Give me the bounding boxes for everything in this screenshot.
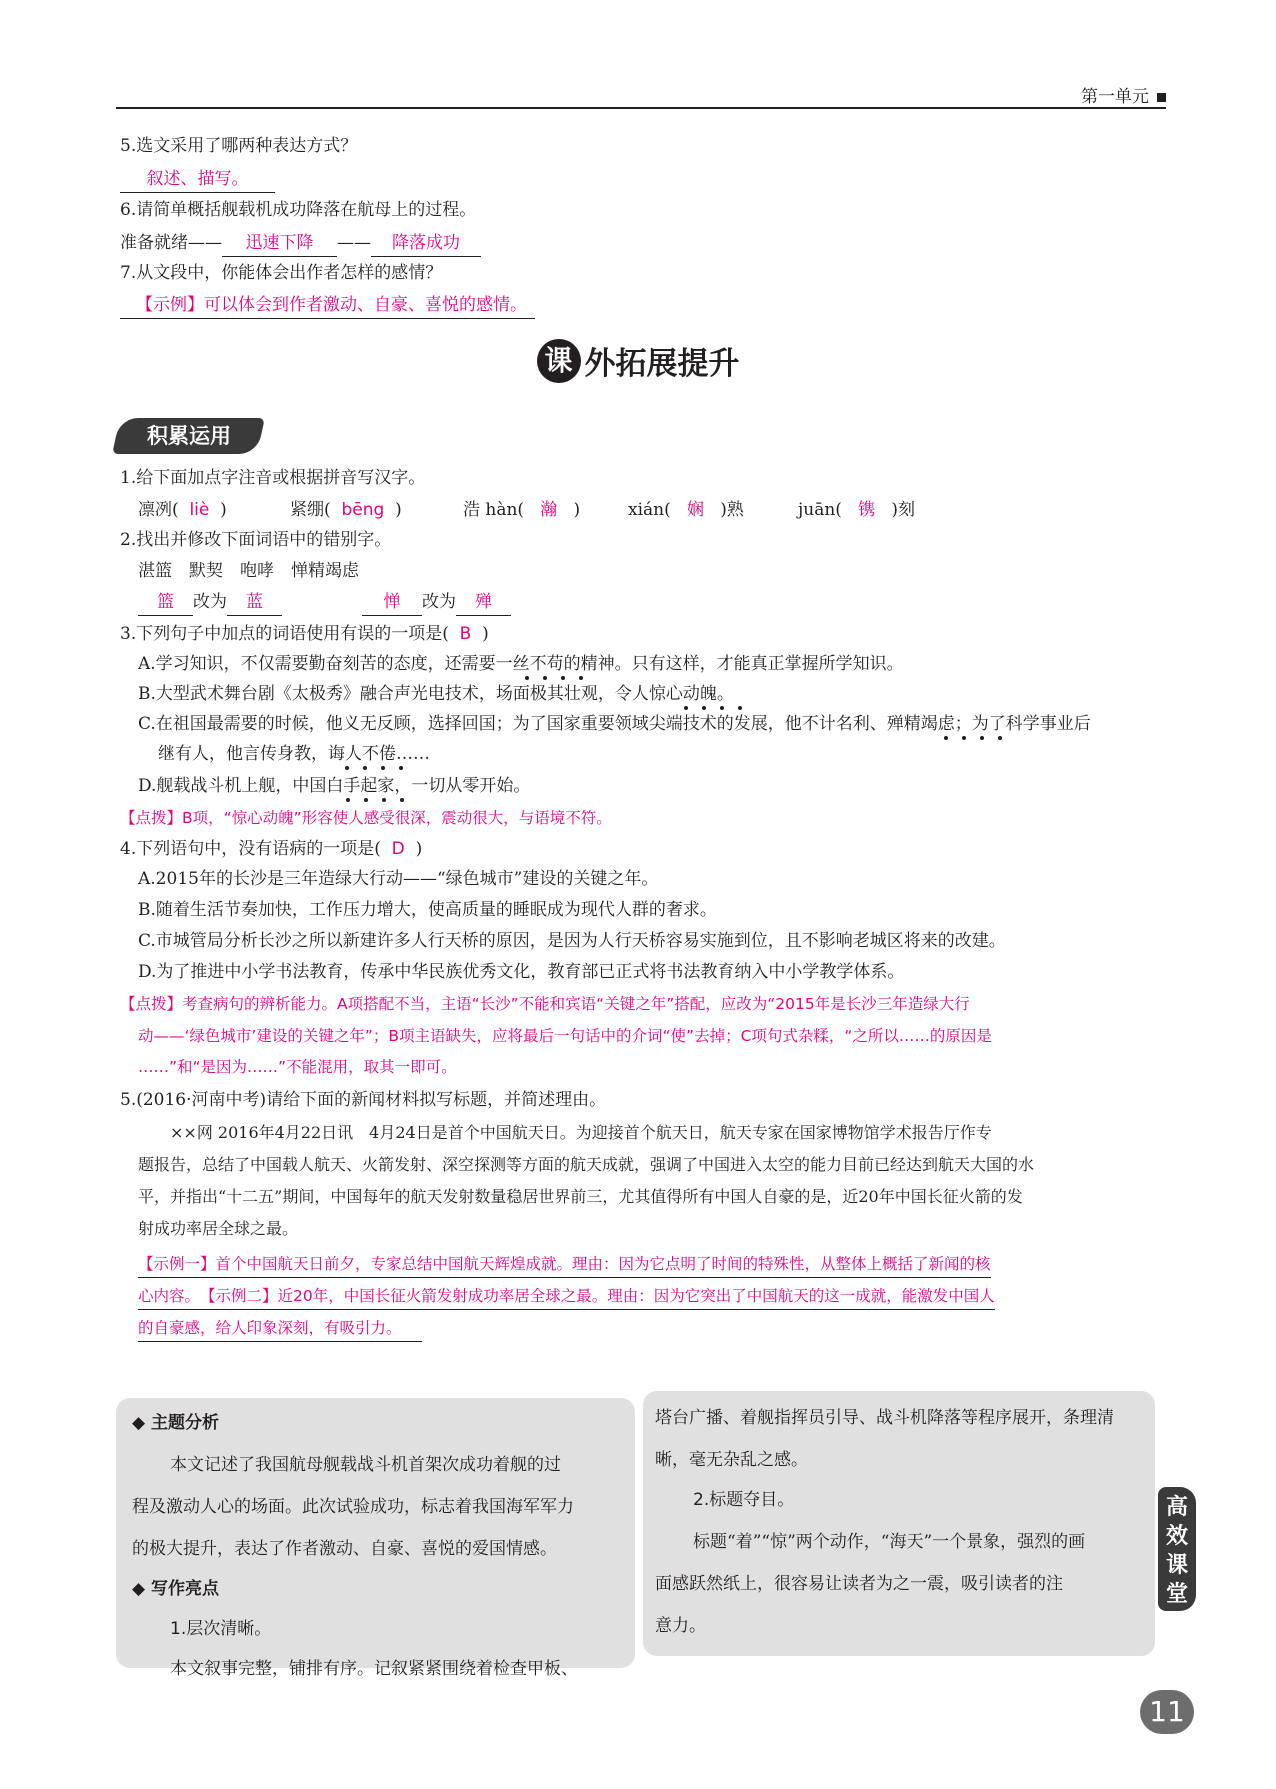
answer-6-line bbox=[120, 230, 481, 257]
section-title-text: 外拓展提升 bbox=[584, 346, 740, 382]
exercise-1: 1.给下面加点字注音或根据拼音写汉字。 bbox=[120, 468, 426, 488]
exercise-4-option-c: C.市城管局分析长沙之所以新建许多人行天桥的原因，是因为人行天桥容易实施到位，且不影响老城区将来的改建。 bbox=[138, 931, 1006, 951]
exercise-4-answer: D bbox=[391, 839, 405, 859]
exercise-2: 2.找出并修改下面词语中的错别字。 bbox=[120, 530, 392, 550]
side-tab-char-2: 效 bbox=[1165, 1524, 1188, 1549]
item-4-post: )熟 bbox=[720, 500, 744, 520]
item-1-answer: liè bbox=[189, 500, 210, 520]
exercise-3-option-c2: 继有人，他言传身教，诲人不倦…… bbox=[158, 744, 430, 764]
item-5-post: )刻 bbox=[891, 500, 916, 520]
answer-6-step1: 迅速下降 bbox=[222, 230, 337, 257]
answer-6-prefix: 准备就绪—— bbox=[120, 233, 222, 253]
exercise-3-option-b: B.大型武术舞台剧《太极秀》融合声光电技术，场面极其壮观，令人惊心动魄。 bbox=[138, 684, 734, 704]
exercise-1-item-2 bbox=[290, 497, 402, 523]
item-2-answer: bēng bbox=[341, 500, 385, 520]
exercise-4 bbox=[120, 836, 422, 862]
exercise-2-fix-1 bbox=[138, 589, 282, 616]
exercise-1-item-3 bbox=[463, 497, 580, 523]
highlight-1-text: 本文叙事完整，铺排有序。记叙紧紧围绕着检查甲板、 bbox=[170, 1659, 578, 1679]
fix-1-right: 蓝 bbox=[227, 589, 282, 616]
answer-6-step2: 降落成功 bbox=[371, 230, 481, 257]
exercise-3-option-d: D.舰载战斗机上舰，中国白手起家，一切从零开始。 bbox=[138, 776, 531, 796]
exercise-1-item-5 bbox=[798, 497, 915, 523]
theme-line-2: 程及激动人心的场面。此次试验成功，标志着我国海军军力 bbox=[132, 1497, 574, 1517]
item-2-pre: 紧绷( bbox=[290, 500, 331, 520]
exercise-4-option-b: B.随着生活节奏加快，工作压力增大，使高质量的睡眠成为现代人群的奢求。 bbox=[138, 900, 717, 920]
exercise-4-text: 4.下列语句中，没有语病的一项是( bbox=[120, 839, 381, 859]
exercise-3-option-c1: C.在祖国最需要的时候，他义无反顾，选择回国；为了国家重要领域尖端技术的发展，他不计名利、殚精竭虑；为了科学事业后 bbox=[138, 714, 1091, 734]
item-1-post: ) bbox=[220, 500, 227, 520]
side-tab-char-4: 堂 bbox=[1165, 1582, 1188, 1607]
exercise-3-option-a: A.学习知识，不仅需要勤奋刻苦的态度，还需要一丝不苟的精神。只有这样，才能真正掌握所学知识。 bbox=[138, 654, 904, 674]
exercise-4-option-a: A.2015年的长沙是三年造绿大行动——“绿色城市”建设的关键之年。 bbox=[138, 869, 659, 889]
side-tab-char-1: 高 bbox=[1165, 1495, 1188, 1520]
writing-highlights-heading: ◆ 写作亮点 bbox=[132, 1579, 219, 1599]
page-number: 11 bbox=[1140, 1690, 1194, 1734]
exercise-1-item-4 bbox=[628, 497, 744, 523]
news-line-2: 题报告，总结了中国载人航天、火箭发射、深空探测等方面的航天成就，强调了中国进入太空的能力目前已经达到航天大国的水 bbox=[138, 1155, 1035, 1174]
unit-label bbox=[1081, 82, 1166, 107]
theme-analysis-heading: ◆ 主题分析 bbox=[132, 1413, 219, 1433]
exercise-3 bbox=[120, 621, 489, 647]
side-tab-char-3: 课 bbox=[1165, 1553, 1188, 1578]
news-line-4: 射成功率居全球之最。 bbox=[138, 1219, 299, 1238]
highlight-1-cont-2: 晰，毫无杂乱之感。 bbox=[655, 1450, 808, 1470]
item-3-pre: 浩 hàn( bbox=[463, 500, 525, 520]
analysis-box-right bbox=[643, 1391, 1155, 1656]
exercise-3-close: ) bbox=[482, 624, 489, 644]
fix-2-wrong: 惮 bbox=[362, 589, 422, 616]
item-1-pre: 凛冽( bbox=[138, 500, 179, 520]
exercise-4-tip-2: 动——‘绿色城市’建设的关键之年”；B项主语缺失，应将最后一句话中的介词“使”去掉；C项句式杂糅，“之所以……的原因是 bbox=[138, 1027, 992, 1045]
answer-7-line bbox=[120, 292, 535, 319]
answer-7: 【示例】可以体会到作者激动、自豪、喜悦的感情。 bbox=[120, 292, 535, 319]
item-5-answer: 镌 bbox=[858, 500, 876, 520]
side-tab bbox=[1158, 1487, 1196, 1611]
theme-line-3: 的极大提升，表达了作者激动、自豪、喜悦的爱国情感。 bbox=[132, 1539, 557, 1559]
exercise-3-tip: 【点拨】B项，“惊心动魄”形容使人感受很深，震动很大，与语境不符。 bbox=[120, 809, 612, 827]
question-7: 7.从文段中，你能体会出作者怎样的感情？ bbox=[120, 263, 443, 283]
exercise-4-tip-1: 【点拨】考查病句的辨析能力。A项搭配不当，主语“长沙”不能和宾语“关键之年”搭配，应改为“2015年是长沙三年造绿大行 bbox=[120, 995, 970, 1013]
question-6: 6.请简单概括舰载机成功降落在航母上的过程。 bbox=[120, 200, 477, 220]
exercise-2-fix-2 bbox=[362, 589, 511, 616]
exercise-4-tip-3: ……”和“是因为……”不能混用，取其一即可。 bbox=[138, 1058, 457, 1076]
analysis-box-left bbox=[116, 1398, 635, 1679]
exercise-2-words: 湛篮 默契 咆哮 惮精竭虑 bbox=[138, 561, 359, 581]
exercise-4-option-d: D.为了推进中小学书法教育，传承中华民族优秀文化，教育部已正式将书法教育纳入中小学教学体系。 bbox=[138, 962, 905, 982]
section-title bbox=[0, 338, 1276, 383]
exercise-3-answer: B bbox=[459, 624, 472, 644]
item-3-post: ) bbox=[573, 500, 581, 520]
exercise-5: 5.(2016·河南中考)请给下面的新闻材料拟写标题，并简述理由。 bbox=[120, 1090, 607, 1110]
highlight-2-title: 2.标题夺目。 bbox=[693, 1490, 795, 1510]
unit-label-text: 第一单元 bbox=[1081, 87, 1149, 107]
question-5: 5.选文采用了哪两种表达方式？ bbox=[120, 136, 358, 156]
exercise-5-answer-3: 的自豪感，给人印象深刻，有吸引力。 bbox=[138, 1315, 422, 1342]
exercise-1-item-1 bbox=[138, 497, 227, 523]
fix-2-right: 殚 bbox=[456, 589, 511, 616]
highlight-1-title: 1.层次清晰。 bbox=[170, 1619, 272, 1639]
highlight-2-line-3: 意力。 bbox=[655, 1616, 706, 1636]
exercise-4-close: ) bbox=[415, 839, 423, 859]
answer-6-dash: —— bbox=[337, 233, 371, 253]
exercise-5-answer-2: 心内容。 【示例二】近20年，中国长征火箭发射成功率居全球之最。理由：因为它突出了中国航天的这一成就，能激发中国人 bbox=[138, 1283, 995, 1310]
highlight-1-cont-1: 塔台广播、着舰指挥员引导、战斗机降落等程序展开，条理清 bbox=[655, 1408, 1114, 1428]
news-line-1: ××网 2016年4月22日讯 4月24日是首个中国航天日。为迎接首个航天日，航天专家在国家博物馆学术报告厅作专 bbox=[170, 1123, 992, 1142]
news-line-3: 平，并指出“十二五”期间，中国每年的航天发射数量稳居世界前三，尤其值得所有中国人自豪的是，近20年中国长征火箭的发 bbox=[138, 1187, 1023, 1206]
square-icon bbox=[1157, 93, 1166, 102]
item-4-answer: 娴 bbox=[686, 500, 704, 520]
highlight-2-line-1: 标题“着”“惊”两个动作，“海天”一个景象，强烈的画 bbox=[693, 1532, 1086, 1552]
section-tag-label: 积累运用 bbox=[146, 424, 231, 448]
fix-2-mid: 改为 bbox=[422, 592, 456, 612]
exercise-5-answer-1: 【示例一】首个中国航天日前夕，专家总结中国航天辉煌成就。理由：因为它点明了时间的特殊性，从整体上概括了新闻的核 bbox=[138, 1251, 991, 1278]
fix-1-wrong: 篮 bbox=[138, 589, 193, 616]
theme-line-1: 本文记述了我国航母舰载战斗机首架次成功着舰的过 bbox=[170, 1455, 561, 1475]
item-4-pre: xián( bbox=[628, 500, 671, 520]
item-3-answer: 瀚 bbox=[540, 500, 558, 520]
section-tag bbox=[112, 418, 265, 454]
highlight-2-line-2: 面感跃然纸上，很容易让读者为之一震，吸引读者的注 bbox=[655, 1574, 1063, 1594]
header-rule bbox=[116, 107, 1166, 109]
answer-5-line bbox=[120, 166, 275, 193]
item-2-post: ) bbox=[395, 500, 402, 520]
exercise-3-text: 3.下列句子中加点的词语使用有误的一项是( bbox=[120, 624, 449, 644]
fix-1-mid: 改为 bbox=[193, 592, 227, 612]
answer-5: 叙述、描写。 bbox=[120, 166, 275, 193]
lesson-icon: 课 bbox=[537, 339, 581, 383]
item-5-pre: juān( bbox=[798, 500, 842, 520]
